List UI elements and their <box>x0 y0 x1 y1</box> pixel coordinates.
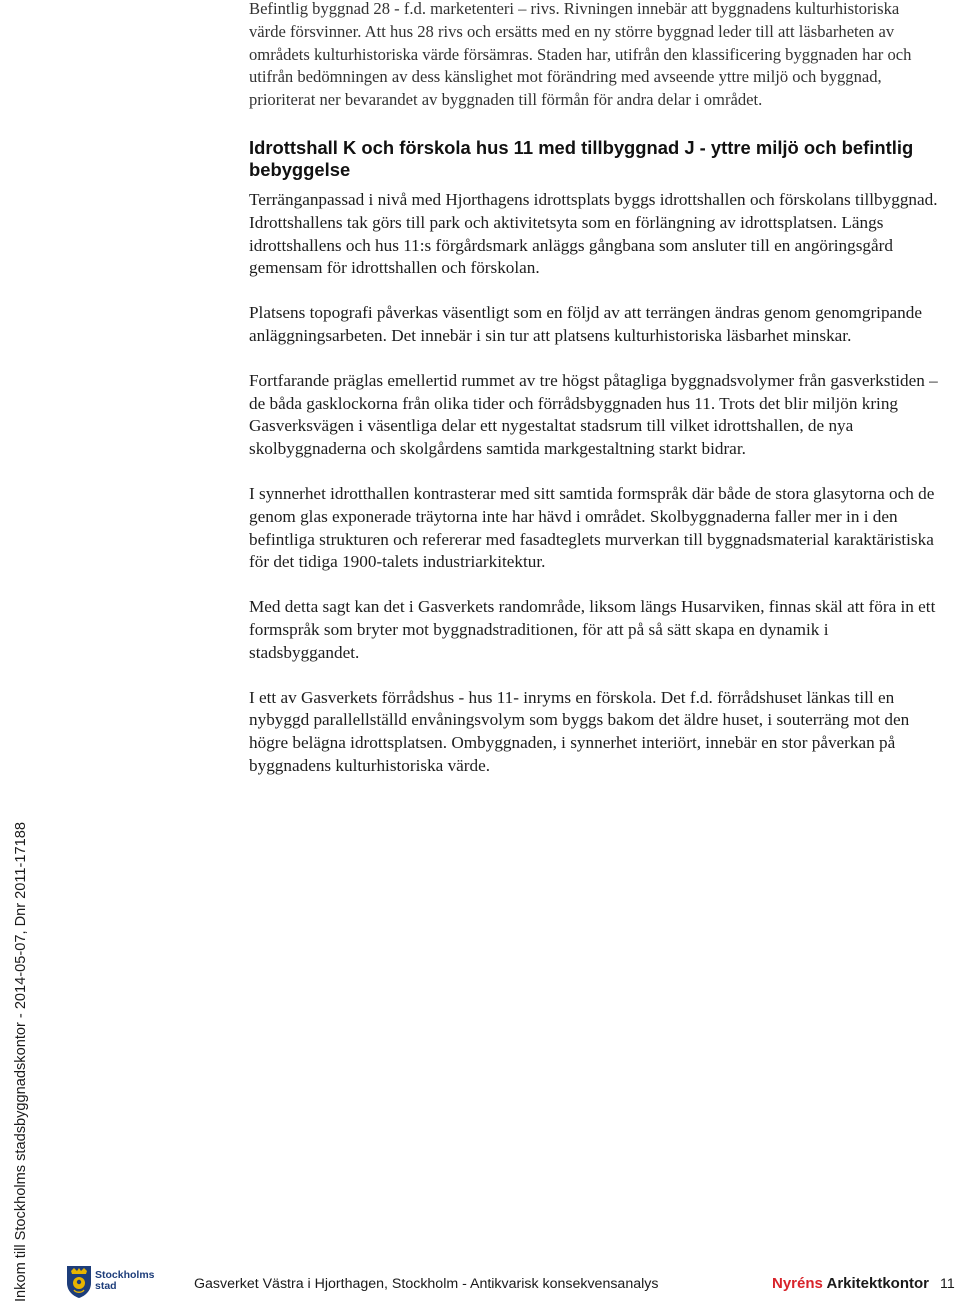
logo-wordmark <box>95 1270 155 1291</box>
body-paragraph-6: I ett av Gasverkets förrådshus - hus 11- inryms en förskola. Det f.d. förrådshuset länkas till en nybyggd parallellställd envåningsvolym som byggs bakom det äldre huset, i souterräng mot den högre belägna idrottsplatsen. Ombyggnaden, i synnerhet interiört, innebär en stor påverkan på byggnadens kulturhistoriska värde. <box>249 687 910 775</box>
body-paragraph-4: I synnerhet idrotthallen kontrasterar med sitt samtida formspråk där både de stora glasytorna och de genom glas exponerade träytorna inte har hävd i området. Skolbyggnaderna faller mer in i den befintliga strukturen och refererar med fasadteglets murverkan till byggnadsmaterial karaktäristiska för det tidiga 1900-talets industriarkitektur. <box>249 483 935 572</box>
city-crest-icon <box>66 1265 92 1299</box>
body-paragraph-5: Med detta sagt kan det i Gasverkets randområde, liksom längs Husarviken, finnas skäl att föra in ett formspråk som bryter mot byggnadstraditionen, för att på så sätt skapa en dynamik i stadsbyggandet. <box>249 597 936 662</box>
intro-paragraph: Befintlig byggnad 28 - f.d. marketenteri – rivs. Rivningen innebär att byggnadens kulturhistoriska värde försvinner. Att hus 28 rivs och ersätts med en ny större byggnad leder till att läsbarheten av områdets kulturhistoriska värde försämras. Staden har, utifrån den klassificering byggnaden har och utifrån bedömningen av dess känslighet mot förändring med avseende yttre miljö och byggnad, prioriterat ner bevarandet av byggnaden till förmån för andra delar i området. <box>249 0 912 110</box>
page-number: 11 <box>940 1276 955 1292</box>
page-content <box>249 0 939 778</box>
page-footer <box>0 1262 960 1314</box>
side-margin <box>0 0 30 1314</box>
section-heading: Idrottshall K och förskola hus 11 med tillbyggnad J - yttre miljö och befintlig bebyggelse <box>249 136 914 181</box>
nyrens-brand <box>772 1275 929 1292</box>
logo-line-1: Stockholms <box>95 1269 155 1281</box>
footer-title: Gasverket Västra i Hjorthagen, Stockholm - Antikvarisk konsekvensanalys <box>194 1276 659 1292</box>
body-paragraph-3: Fortfarande präglas emellertid rummet av tre högst påtagliga byggnadsvolymer från gasverkstiden – de båda gasklockorna från olika tider och förrådsbyggnaden hus 11. Trots det blir miljön kring Gasverksvägen i väsentliga delar ett nygestaltat stadsrum till vilket idrottshallen, de nya skolbyggnaderna och skolgårdens samtida markgestaltning starkt bidrar. <box>249 370 938 459</box>
stockholms-stad-logo <box>66 1265 156 1305</box>
receipt-stamp: Inkom till Stockholms stadsbyggnadskontor - 2014-05-07, Dnr 2011-17188 <box>13 822 29 1302</box>
body-paragraph-1: Terränganpassad i nivå med Hjorthagens idrottsplats byggs idrottshallen och förskolans tillbyggnad. Idrottshallens tak görs till park och aktivitetsyta som en förlängning av idrottsplatsen. Längs idrottshallens och hus 11:s förgårdsmark anläggs gångbana som ansluter till en angöringsgård gemensam för idrottshallen och förskolan. <box>249 189 938 278</box>
body-paragraph-2: Platsens topografi påverkas väsentligt som en följd av att terrängen ändras genom genomgripande anläggningsarbeten. Det innebär i sin tur att platsens kulturhistoriska läsbarhet minskar. <box>249 303 922 345</box>
brand-suffix: Arkitektkontor <box>826 1275 930 1292</box>
logo-line-2: stad <box>95 1279 117 1292</box>
brand-name: Nyréns <box>772 1275 823 1292</box>
